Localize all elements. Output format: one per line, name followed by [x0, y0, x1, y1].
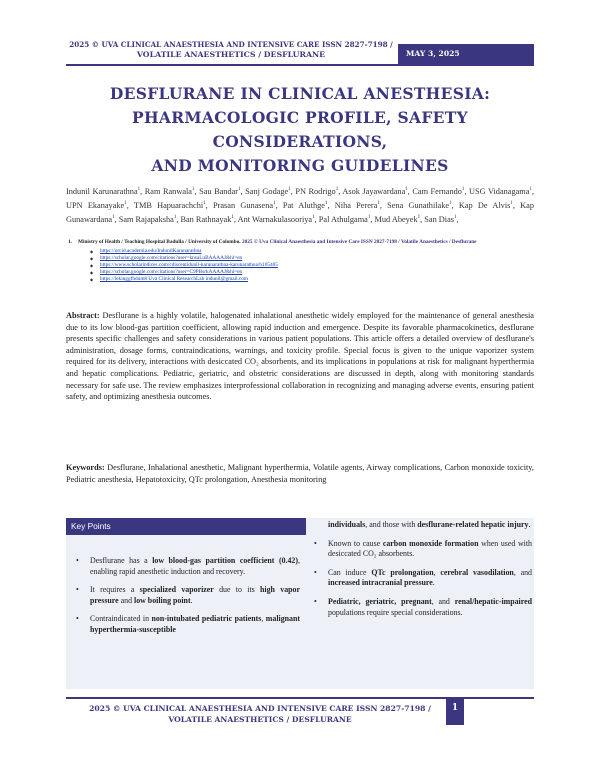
- author-name: Ban Rathnayak: [180, 214, 232, 224]
- key-points-right-items: [310, 539, 532, 619]
- journal-header-line2: VOLATILE ANAESTHETICS / DESFLURANE: [136, 50, 326, 59]
- author-affiliation-marker: 1: [367, 214, 371, 220]
- footer-line1: 2025 © UVA CLINICAL ANAESTHESIA AND INTENSIVE CARE ISSN 2827-7198 /: [89, 704, 431, 713]
- author-list: Indunil Karunarathna$^1$, Ram Ranwala$^1$, Sau Bandar$^1$, Sanj Godage$^1$, PN Rodrigo$^1$, Asok Jayawardana$^1$, Cam Fernando$^1$, USG Vidanagama$^1$, UPN Ekanayake$^1$, TMB Hapuarachchi$^1$, Prasan Gunasena$^1$, Pat Aluthge$^1$, Niha Perera$^1$, Sena Gunathilake$^1$, Kap De Alvis$^1$, Kap Gunawardana$^1$, Sam Rajapaksha$^1$, Ban Rathnayak$^1$, Ant Warnakulasooriya$^1$, Pal Athulgama$^1$, Mud Abeyek$^1$, San Dias$^1$,: [66, 186, 534, 224]
- author-affiliation-marker: 1: [124, 200, 127, 206]
- key-points-left-list: [72, 556, 300, 644]
- author-affiliation-marker: 1: [312, 214, 315, 220]
- title-line1: DESFLURANE IN CLINICAL ANESTHESIA:: [109, 84, 491, 103]
- author-name: PN Rodrigo: [295, 186, 336, 196]
- author-name: Sau Bandar: [199, 186, 239, 196]
- key-point: • Contraindicated in non-intubated pediatric patients, malignant hyperthermia-susceptible: [72, 614, 300, 635]
- title-line2: PHARMACOLOGIC PROFILE, SAFETY CONSIDERATIONS,: [132, 108, 468, 151]
- title-line3: AND MONITORING GUIDELINES: [151, 156, 449, 175]
- affiliation-links: [90, 248, 534, 283]
- author-affiliation-marker: 1: [454, 214, 457, 220]
- author-affiliation-marker: 1: [417, 214, 421, 220]
- author-name: Sanj Godage: [245, 186, 289, 196]
- affiliation-institution: Ministry of Health / Teaching Hospital Badulla / University of Colombo.: [78, 239, 241, 245]
- author-affiliation-marker: 1: [405, 187, 408, 192]
- author-name: UPN Ekanayake: [66, 200, 125, 210]
- author-affiliation-marker: 1: [203, 200, 206, 206]
- author-affiliation-marker: 1: [137, 187, 141, 192]
- author-name: Pal Athulgama: [318, 214, 368, 224]
- author-name: Indunil Karunarathna: [66, 186, 138, 196]
- link-4[interactable]: ◆ https://scholar.google.com/citations?user=C9PBsrkAAAAJ&hl=en: [90, 269, 534, 276]
- author-affiliation-marker: 1: [288, 187, 291, 192]
- key-point: • Can induce QTc prolongation, cerebral vasodilation, and increased intracranial pressure.: [310, 568, 532, 589]
- author-affiliation-marker: 1: [335, 187, 339, 192]
- keywords-label: Keywords:: [66, 463, 105, 472]
- affiliation-number: 1.: [68, 239, 72, 245]
- author-name: Pat Aluthge: [282, 200, 325, 210]
- author-affiliation-marker: 1: [238, 187, 241, 192]
- affiliation-journal-ref: 2025 © Uva Clinical Anaesthesia and Intensive Care ISSN 2827-7198 / Volatile Anaesthetics / Desflurane: [241, 239, 477, 245]
- author-name: TMB Hapuarachchi: [133, 200, 204, 210]
- key-point: • Desflurane has a low blood-gas partition coefficient (0.42), enabling rapid anesthetic induction and recovery.: [72, 556, 300, 577]
- journal-header-line1: 2025 © UVA CLINICAL ANAESTHESIA AND INTENSIVE CARE ISSN 2827-7198 /: [69, 40, 393, 49]
- key-points-right-list: [310, 520, 532, 626]
- author-affiliation-marker: 1: [173, 214, 177, 220]
- author-affiliation-marker: 1: [510, 200, 513, 206]
- author-name: Mud Abeyek: [374, 214, 418, 224]
- author-name: Ram Ranwala: [144, 186, 192, 196]
- abstract: [66, 310, 534, 403]
- author-affiliation-marker: 1: [112, 214, 115, 220]
- key-point: • Known to cause carbon monoxide formation when used with desiccated CO₂ absorbents.: [310, 539, 532, 560]
- author-name: San Dias: [424, 214, 455, 224]
- link-2[interactable]: ◆ https://scholar.google.com/citations?user=knsaLuBAAAAJ&hl=en: [90, 255, 534, 262]
- abstract-text: Desflurane is a highly volatile, halogenated inhalational anesthetic widely employed for the maintenance of general anesthesia due to its low blood-gas partition coefficient, allowing rapid induction and emergence. Despite its favorable pharmacokinetics, desflurane presents specific challenges and safety considerations in various patient populations. This article offers a detailed overview of desflurane's administration, dosage forms, contraindications, warnings, and toxicity profile. Special focus is given to the unique vaporizer system required for its delivery, interactions with desiccated CO₂ absorbents, and its implications in populations at risk for malignant hyperthermia and hepatic complications. Pediatric, geriatric, and obstetric considerations are discussed in depth, along with monitoring standards necessary for safe use. The review emphasizes interprofessional collaboration in recognizing and managing adverse events, ensuring patient safety, and optimizing anesthesia outcomes.: [66, 311, 534, 402]
- affiliation-block: [68, 239, 534, 283]
- author-name: Ant Warnakulasooriya: [237, 214, 313, 224]
- author-name: Kap Gunawardana: [66, 200, 534, 224]
- header-divider: [66, 64, 534, 66]
- author-name: Cam Fernando: [412, 186, 462, 196]
- link-1[interactable]: ◆ https://orcid.academia.edu/IndunilKarunarathna: [90, 248, 534, 255]
- publication-date: MAY 3, 2025: [398, 44, 534, 64]
- author-affiliation-marker: 1: [273, 200, 276, 206]
- author-affiliation-marker: 1: [231, 214, 234, 220]
- author-affiliation-marker: 1: [529, 187, 532, 192]
- key-points-heading: Key Points: [66, 518, 306, 535]
- footer-line2: VOLATILE ANAESTHETICS / DESFLURANE: [168, 715, 352, 724]
- author-name: Kap De Alvis: [458, 200, 511, 210]
- author-affiliation-marker: 1: [461, 187, 465, 192]
- link-5[interactable]: ◆ https://lekinggfhdum8 Uva Clinical ResearchLab indunil@gmail.com: [90, 276, 534, 283]
- key-point: • It requires a specialized vaporizer due to its high vapor pressure and low boiling point.: [72, 585, 300, 606]
- author-name: Prasan Gunasena: [212, 200, 274, 210]
- author-affiliation-marker: 1: [324, 200, 328, 206]
- author-affiliation-marker: 1: [192, 187, 195, 192]
- keywords-text: Desflurane, Inhalational anesthetic, Malignant hyperthermia, Volatile agents, Airway complications, Carbon monoxide toxicity, Pediatric anesthesia, Hepatotoxicity, QTc prolongation, Anesthesia monitoring: [66, 463, 534, 484]
- key-point: • Pediatric, geriatric, pregnant, and renal/hepatic-impaired populations require special considerations.: [310, 597, 532, 618]
- author-affiliation-marker: 1: [449, 200, 452, 206]
- page-number: 1: [446, 699, 464, 725]
- author-name: Niha Perera: [334, 200, 378, 210]
- author-name: Asok Jayawardana: [342, 186, 406, 196]
- author-name: Sam Rajapaksha: [118, 214, 174, 224]
- key-point-continuation: individuals, and those with desflurane-related hepatic injury.: [328, 520, 531, 529]
- abstract-label: Abstract:: [66, 311, 100, 320]
- journal-footer: [66, 703, 454, 725]
- link-3[interactable]: ◆ https://www.scholarindices.com/cdiscentidunil-karunarathna-karunarathna/b105405: [90, 262, 534, 269]
- paper-title: [66, 82, 534, 178]
- author-name: USG Vidanagama: [469, 186, 530, 196]
- author-name: Sena Gunathilake: [387, 200, 450, 210]
- author-affiliation-marker: 1: [377, 200, 380, 206]
- journal-header: [66, 40, 396, 60]
- keywords: [66, 462, 534, 485]
